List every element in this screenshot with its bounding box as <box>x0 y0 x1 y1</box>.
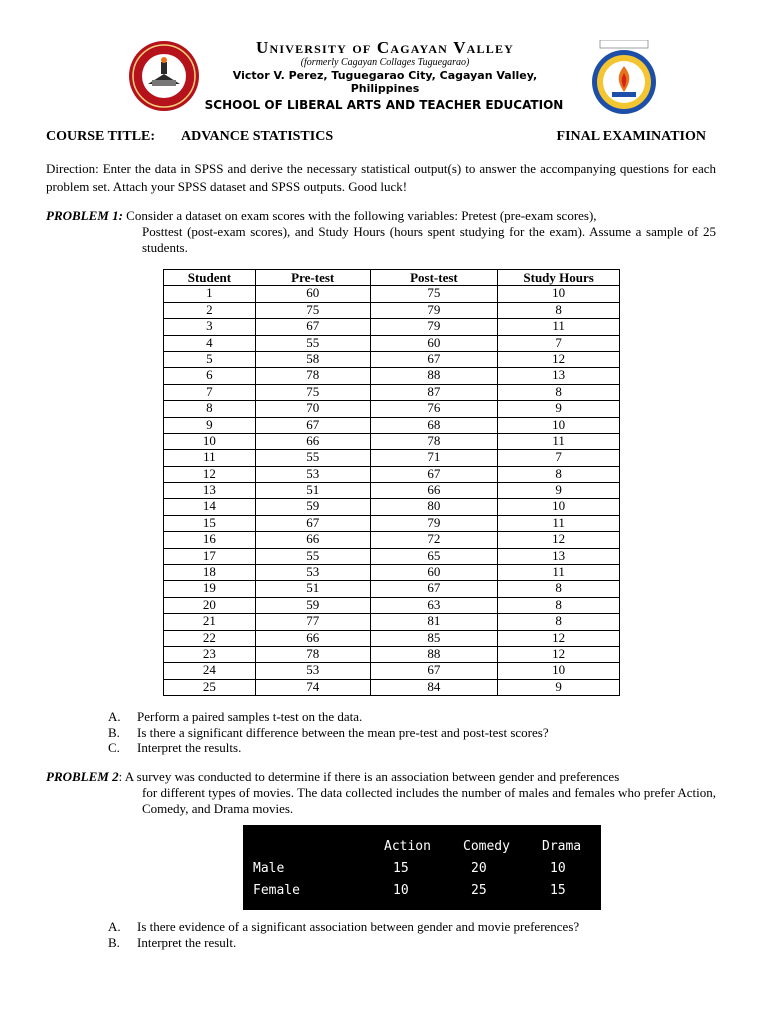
question-item <box>108 725 549 741</box>
school-name: SCHOOL OF LIBERAL ARTS AND TEACHER EDUCATION <box>204 98 564 112</box>
table-cell: 78 <box>370 433 498 449</box>
table-cell: 12 <box>498 630 620 646</box>
table-cell: 67 <box>255 417 370 433</box>
table-cell: 53 <box>255 466 370 482</box>
table-cell: 3 <box>164 319 256 335</box>
table-cell: 60 <box>255 286 370 302</box>
table-cell: 25 <box>164 679 256 695</box>
table-cell: 79 <box>370 319 498 335</box>
exam-type: FINAL EXAMINATION <box>556 129 706 144</box>
table-cell: 11 <box>498 319 620 335</box>
table-cell: 67 <box>370 581 498 597</box>
table-cell: 77 <box>255 614 370 630</box>
table-cell: 84 <box>370 679 498 695</box>
problem-1-questions <box>108 709 549 756</box>
table-row <box>164 335 620 351</box>
table-cell: 14 <box>164 499 256 515</box>
table-row <box>164 630 620 646</box>
table-cell: 20 <box>471 861 487 876</box>
table-cell: 66 <box>255 532 370 548</box>
table-cell: 67 <box>370 663 498 679</box>
table-row <box>164 368 620 384</box>
problem-2-questions <box>108 919 579 950</box>
table-cell: 10 <box>498 663 620 679</box>
question-text: Interpret the result. <box>137 934 237 950</box>
table-cell: 13 <box>498 548 620 564</box>
table-row <box>164 302 620 318</box>
table-cell: 87 <box>370 384 498 400</box>
question-text: Is there evidence of a significant association between gender and movie preferences? <box>137 919 580 934</box>
table-cell: 18 <box>164 565 256 581</box>
question-letter: C. <box>108 740 120 755</box>
table-cell: 63 <box>370 597 498 613</box>
table-row <box>164 597 620 613</box>
table-cell: 15 <box>393 861 409 876</box>
table-cell: 67 <box>255 515 370 531</box>
table-cell: 59 <box>255 597 370 613</box>
table-cell: 71 <box>370 450 498 466</box>
table-row <box>164 614 620 630</box>
university-name: University of Cagayan Valley <box>255 38 515 57</box>
table-cell: 11 <box>498 433 620 449</box>
question-item <box>108 919 579 935</box>
table-cell: 7 <box>498 450 620 466</box>
table-row <box>164 319 620 335</box>
letterhead <box>0 36 768 121</box>
university-former-name: (formerly Cagayan Collages Tuguegarao) <box>300 57 470 68</box>
table-cell: 75 <box>370 286 498 302</box>
table-cell: 53 <box>255 565 370 581</box>
question-text: Is there a significant difference between the mean pre-test and post-test scores? <box>137 724 549 740</box>
table-cell: 10 <box>550 861 566 876</box>
column-header: Study Hours <box>498 270 620 286</box>
table-cell: 81 <box>370 614 498 630</box>
table-cell: 66 <box>255 433 370 449</box>
table-cell: 8 <box>498 466 620 482</box>
table-cell: 74 <box>255 679 370 695</box>
table-cell: 12 <box>498 646 620 662</box>
table-cell: 25 <box>471 883 487 898</box>
table-cell: 8 <box>498 384 620 400</box>
table-row <box>164 646 620 662</box>
table-cell: 55 <box>255 335 370 351</box>
table-cell: 8 <box>498 581 620 597</box>
table-cell: 72 <box>370 532 498 548</box>
table-cell: 78 <box>255 368 370 384</box>
table-row <box>164 679 620 695</box>
table-cell: 79 <box>370 302 498 318</box>
table-header-row <box>164 270 620 286</box>
table-cell: 4 <box>164 335 256 351</box>
table-row <box>164 532 620 548</box>
table-cell: 8 <box>164 401 256 417</box>
table-cell: 67 <box>255 319 370 335</box>
problem-2-text-rest: for different types of movies. The data collected includes the number of males and females who prefer Action, Comedy, and Drama movies. <box>142 785 716 816</box>
table-row <box>164 351 620 367</box>
table-cell: 53 <box>255 663 370 679</box>
table-row <box>164 466 620 482</box>
column-header: Student <box>164 270 256 286</box>
table-cell: 11 <box>498 565 620 581</box>
table-cell: 12 <box>164 466 256 482</box>
table-row <box>164 548 620 564</box>
table-cell: 22 <box>164 630 256 646</box>
table-row <box>164 384 620 400</box>
question-text: Perform a paired samples t-test on the data. <box>137 709 363 724</box>
table-cell: 11 <box>164 450 256 466</box>
problem-2-label: PROBLEM 2 <box>46 769 119 784</box>
table-cell: 66 <box>370 483 498 499</box>
table-cell: 58 <box>255 351 370 367</box>
problem-2 <box>46 769 716 817</box>
table-cell: 9 <box>498 483 620 499</box>
table-cell: 20 <box>164 597 256 613</box>
table-cell: 80 <box>370 499 498 515</box>
column-header: Action <box>384 839 431 854</box>
table-cell: 11 <box>498 515 620 531</box>
problem-1 <box>46 208 716 256</box>
table-cell: 2 <box>164 302 256 318</box>
table-cell: 13 <box>164 483 256 499</box>
table-cell: 5 <box>164 351 256 367</box>
table-cell: 10 <box>498 499 620 515</box>
table-cell: 10 <box>164 433 256 449</box>
question-item <box>108 740 549 756</box>
table-cell: 59 <box>255 499 370 515</box>
problem-2-text-first: : A survey was conducted to determine if there is an association between gender and preferences <box>118 769 620 784</box>
table-cell: 79 <box>370 515 498 531</box>
table-cell: 78 <box>255 646 370 662</box>
table-cell: 24 <box>164 663 256 679</box>
table-cell: 75 <box>255 384 370 400</box>
table-row <box>164 286 620 302</box>
table-cell: 9 <box>164 417 256 433</box>
table-row <box>164 565 620 581</box>
table-cell: 51 <box>255 581 370 597</box>
question-letter: A. <box>108 709 121 724</box>
problem-1-text-first: Consider a dataset on exam scores with the following variables: Pretest (pre-exam scores), <box>122 208 597 223</box>
table-row <box>164 433 620 449</box>
table-cell: 7 <box>498 335 620 351</box>
table-row <box>164 483 620 499</box>
course-title: ADVANCE STATISTICS <box>181 129 334 144</box>
table-cell: 7 <box>164 384 256 400</box>
table-cell: 66 <box>255 630 370 646</box>
table-cell: 10 <box>393 883 409 898</box>
table-row <box>164 450 620 466</box>
question-letter: B. <box>108 934 120 950</box>
table-cell: 19 <box>164 581 256 597</box>
table-cell: 70 <box>255 401 370 417</box>
table-row <box>164 515 620 531</box>
university-address: Victor V. Perez, Tuguegarao City, Cagayan Valley, Philippines <box>232 69 538 95</box>
table-cell: 10 <box>498 286 620 302</box>
table-cell: 60 <box>370 335 498 351</box>
table-cell: 9 <box>498 401 620 417</box>
problem-1-text-rest: Posttest (post-exam scores), and Study Hours (hours spent studying for the exam). Assume a sample of 25 students. <box>142 224 716 255</box>
table-cell: 10 <box>498 417 620 433</box>
row-label: Male <box>253 861 285 876</box>
table-cell: 12 <box>498 351 620 367</box>
table-cell: 6 <box>164 368 256 384</box>
table-cell: 13 <box>498 368 620 384</box>
table-cell: 85 <box>370 630 498 646</box>
table-cell: 16 <box>164 532 256 548</box>
table-cell: 76 <box>370 401 498 417</box>
table-cell: 51 <box>255 483 370 499</box>
course-title-label: COURSE TITLE: <box>46 129 156 144</box>
table-cell: 75 <box>255 302 370 318</box>
table-cell: 60 <box>370 565 498 581</box>
question-item <box>108 935 579 951</box>
table-cell: 8 <box>498 302 620 318</box>
column-header: Post-test <box>370 270 498 286</box>
table-cell: 9 <box>498 679 620 695</box>
table-row <box>164 663 620 679</box>
directions-text: Direction: Enter the data in SPSS and derive the necessary statistical output(s) to answer the accompanying questions for each problem set. Attach your SPSS dataset and SPSS outputs. Good luck! <box>46 161 716 194</box>
column-header: Comedy <box>463 839 510 854</box>
row-label: Female <box>253 883 300 898</box>
table-cell: 8 <box>498 614 620 630</box>
question-letter: B. <box>108 724 120 740</box>
table-row <box>164 417 620 433</box>
exam-scores-table <box>163 269 620 696</box>
table-row <box>164 581 620 597</box>
table-cell: 55 <box>255 450 370 466</box>
table-cell: 21 <box>164 614 256 630</box>
table-cell: 12 <box>498 532 620 548</box>
table-cell: 23 <box>164 646 256 662</box>
column-header: Drama <box>542 839 582 854</box>
table-cell: 88 <box>370 646 498 662</box>
table-row <box>164 401 620 417</box>
question-letter: A. <box>108 919 121 934</box>
table-cell: 67 <box>370 466 498 482</box>
table-cell: 65 <box>370 548 498 564</box>
problem-1-label: PROBLEM 1: <box>46 208 123 223</box>
question-item <box>108 709 549 725</box>
table-cell: 17 <box>164 548 256 564</box>
table-cell: 15 <box>164 515 256 531</box>
question-text: Interpret the results. <box>137 740 242 755</box>
movie-preference-table <box>243 825 601 910</box>
table-cell: 15 <box>550 883 566 898</box>
table-cell: 68 <box>370 417 498 433</box>
table-cell: 8 <box>498 597 620 613</box>
table-row <box>164 499 620 515</box>
table-cell: 88 <box>370 368 498 384</box>
table-cell: 1 <box>164 286 256 302</box>
table-cell: 55 <box>255 548 370 564</box>
column-header: Pre-test <box>255 270 370 286</box>
table-cell: 67 <box>370 351 498 367</box>
